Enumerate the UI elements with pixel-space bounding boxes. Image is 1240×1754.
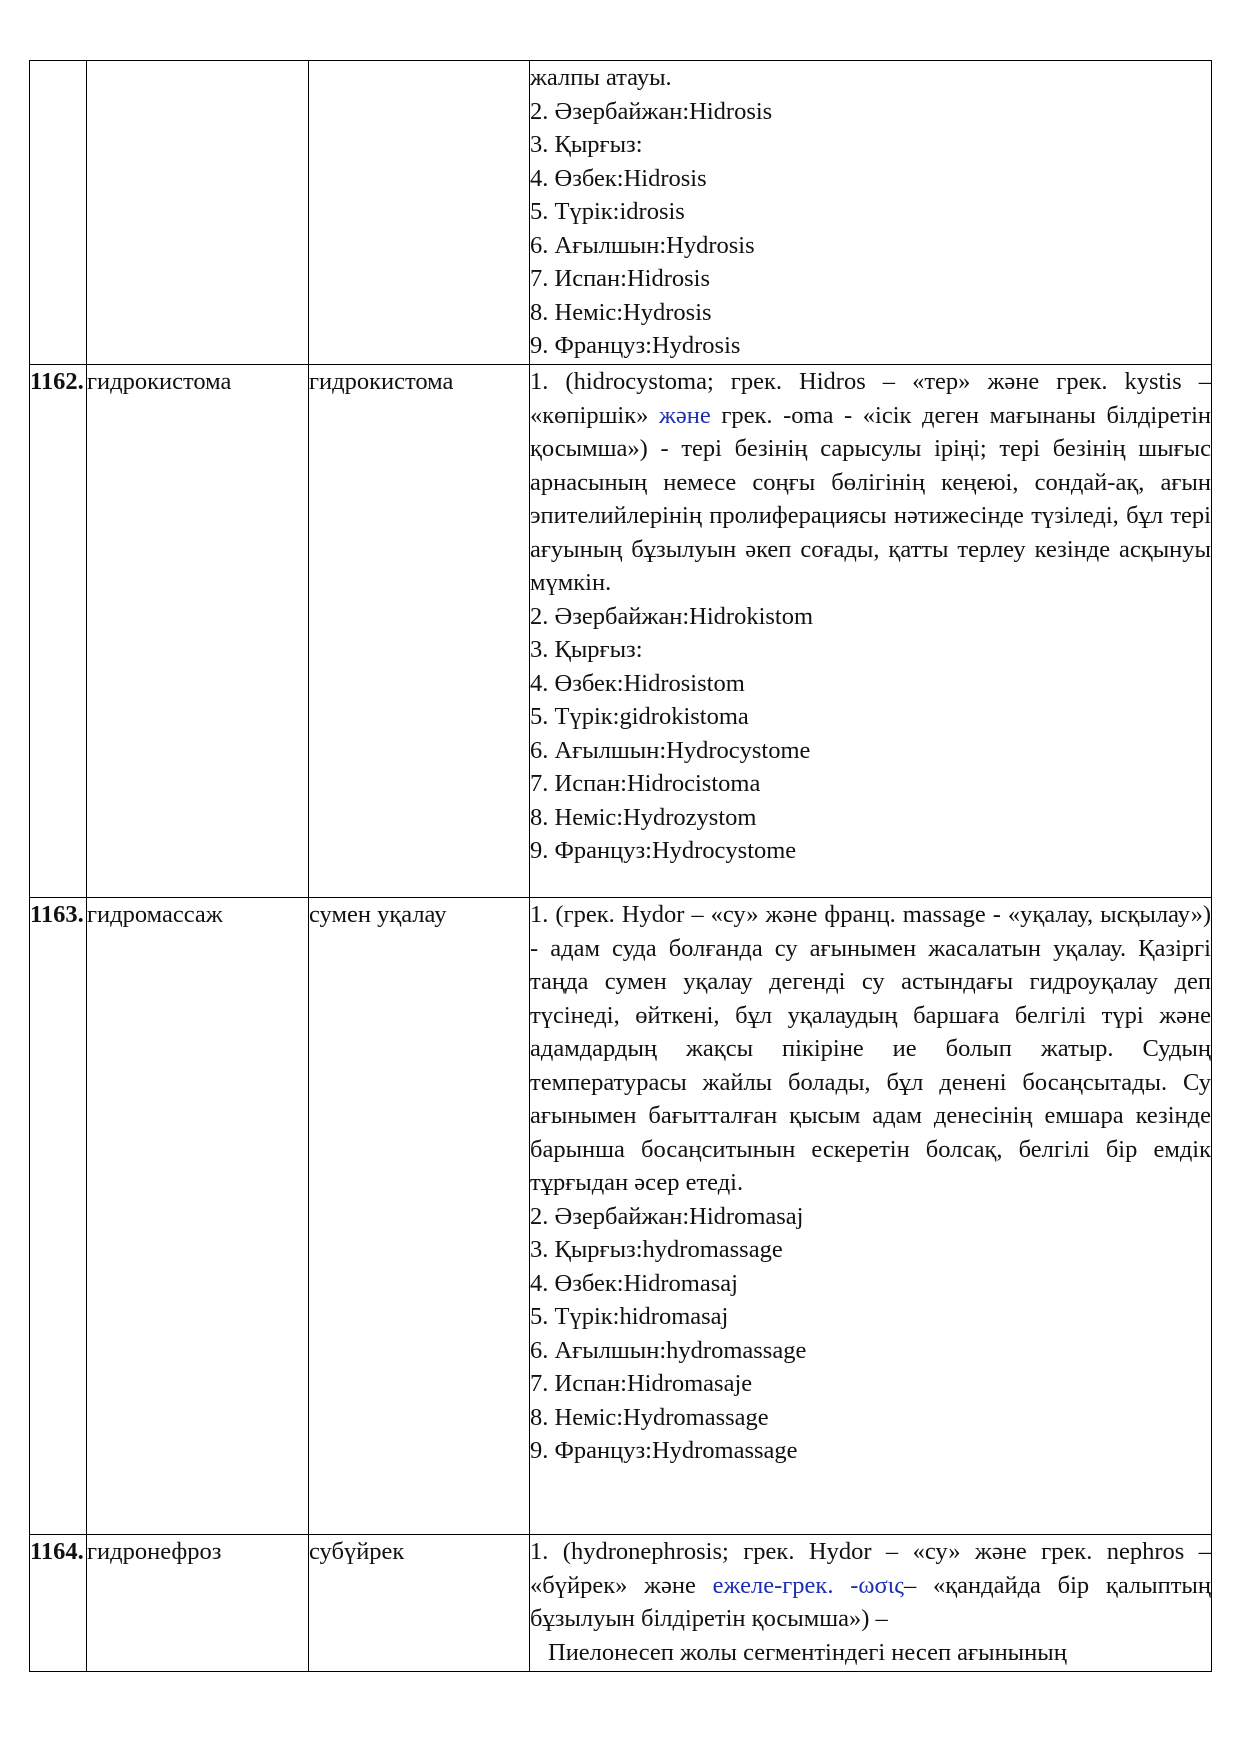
table-row xyxy=(30,61,1212,365)
translation-line: 5. Түрік:hidromasaj xyxy=(530,1303,729,1330)
translation-line: 3. Қырғыз: xyxy=(530,636,643,663)
translation-line: 9. Француз:Hydrosis xyxy=(530,332,741,359)
translation-line: 2. Әзербайжан:Hidrokistom xyxy=(530,602,814,630)
entry-kazakh-term: сумен уқалау xyxy=(309,898,530,1535)
definition-text: 1. (hydronephrosis; грек. Hydor – «су» және грек. nephros – «бүйрек» және ежеле-грек. -ωσις– «қандайда бір қалыптың бұзылуын білдіретін қосымша») – xyxy=(530,1538,1211,1632)
table-row xyxy=(30,365,1212,898)
entry-definition-cell xyxy=(530,365,1212,898)
translation-line: 7. Испан:Hidromasaje xyxy=(530,1370,753,1397)
translation-line: 4. Өзбек:Hidrosis xyxy=(530,164,707,192)
entry-term: гидрокистома xyxy=(87,365,309,898)
translation-line: 7. Испан:Hidrosis xyxy=(530,265,711,292)
highlighted-word: және xyxy=(658,401,711,429)
entry-number: 1164. xyxy=(30,1535,87,1672)
highlighted-word: ежеле-грек. -ωσις xyxy=(712,1571,904,1599)
translation-line: 4. Өзбек:Hidromasaj xyxy=(530,1269,738,1297)
translation-line: 6. Ағылшын:hydromassage xyxy=(530,1336,807,1364)
translation-line: 5. Түрік:idrosis xyxy=(530,198,685,225)
translation-line: 7. Испан:Hidrocistoma xyxy=(530,770,761,797)
translation-line: 9. Француз:Hydrocystome xyxy=(530,837,797,864)
entry-number: 1162. xyxy=(30,365,87,898)
entry-term: гидромассаж xyxy=(87,898,309,1535)
definition-text: жалпы атауы. xyxy=(530,64,672,91)
translation-line: 2. Әзербайжан:Hidromasaj xyxy=(530,1202,804,1230)
definition-text: 1. (грек. Hydor – «су» және франц. massage - «уқалау, ысқылау») - адам суда болғанда су ағынымен жасалатын уқалау. Қазіргі таңда сумен уқалау дегенді су астындағы гидроуқалау деп түсінеді, өйткені, бұл уқалаудың баршаға белгілі түрі және адамдардың жақсы пікіріне ие болып жатыр. Судың температурасы жайлы болады, бұл денені босаңсытады. Су ағынымен бағытталған қысым адам денесінің емшара кезінде барынша босаңситынын ескеретін болсақ, белгілі бір емдік тұрғыдан әсер етеді. xyxy=(530,901,1211,1196)
table-row xyxy=(30,898,1212,1535)
entry-kazakh-term: гидрокистома xyxy=(309,365,530,898)
entry-definition-cell xyxy=(530,1535,1212,1672)
translation-line: 6. Ағылшын:Hydrosis xyxy=(530,231,755,259)
entry-definition-cell xyxy=(530,898,1212,1535)
dictionary-table xyxy=(29,60,1212,1672)
entry-definition-cell xyxy=(530,61,1212,365)
translation-line: 4. Өзбек:Hidrosistom xyxy=(530,669,745,697)
translation-line: 5. Түрік:gidrokistoma xyxy=(530,703,749,730)
translation-line: 8. Неміс:Hydrosis xyxy=(530,298,712,326)
entry-term xyxy=(87,61,309,365)
definition-text: Пиелонесеп жолы сегментіндегі несеп ағынының xyxy=(548,1638,1067,1666)
translation-line: 8. Неміс:Hydrozystom xyxy=(530,803,757,831)
translation-line: 3. Қырғыз: xyxy=(530,131,643,158)
definition-text: 1. (hidrocystoma; грек. Hidros – «тер» және грек. kystis – «көпіршік» және грек. -oma - «ісік деген мағынаны білдіретін қосымша») - тері безінің сарысулы іріңі; тері безінің шығыс арнасының немесе соңғы бөлігінің кеңеюі, сондай-ақ, ағын эпителийлерінің пролиферациясы нәтижесінде түзіледі, бұл тері ағуының бұзылуын әкеп соғады, қатты терлеу кезінде асқынуы мүмкін. xyxy=(530,368,1211,596)
entry-kazakh-term: субүйрек xyxy=(309,1535,530,1672)
entry-term: гидронефроз xyxy=(87,1535,309,1672)
table-row xyxy=(30,1535,1212,1672)
entry-kazakh-term xyxy=(309,61,530,365)
translation-line: 9. Француз:Hydromassage xyxy=(530,1437,798,1464)
translation-line: 3. Қырғыз:hydromassage xyxy=(530,1236,783,1263)
entry-number xyxy=(30,61,87,365)
translation-line: 2. Әзербайжан:Hidrosis xyxy=(530,97,773,125)
translation-line: 8. Неміс:Hydromassage xyxy=(530,1403,769,1431)
translation-line: 6. Ағылшын:Hydrocystome xyxy=(530,736,811,764)
entry-number: 1163. xyxy=(30,898,87,1535)
